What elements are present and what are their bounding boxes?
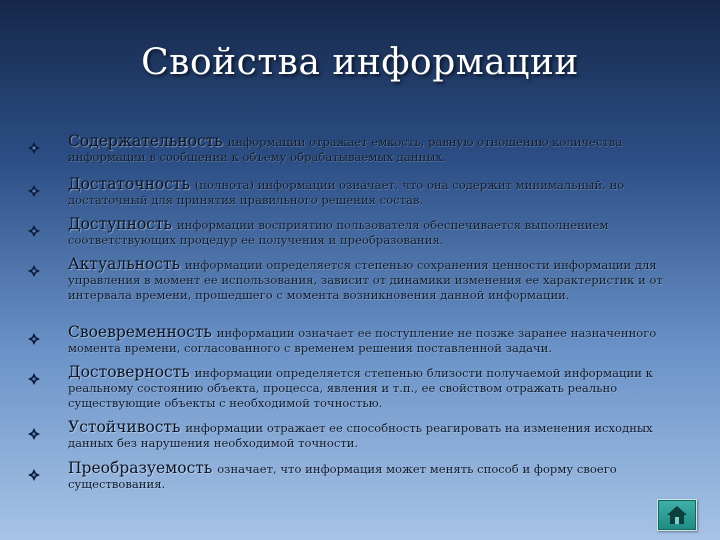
list-item-text bbox=[68, 365, 682, 411]
list-item-description: информации определяется степенью близости получаемой информации к реальному состоянию объекта, процесса, явления и т.п., ее свойством отражать реально существующие объекты с необходимой точностью. bbox=[68, 366, 653, 410]
list-item-text bbox=[68, 257, 682, 303]
list-item-text bbox=[68, 134, 682, 165]
list-item-text bbox=[68, 325, 682, 356]
list-item-description: информации восприятию пользователя обеспечивается выполнением соответствующих процедур ее получения и преобразования. bbox=[68, 218, 609, 247]
list-item-term: Содержательность bbox=[68, 132, 228, 150]
list-item-term: Устойчивость bbox=[68, 418, 186, 436]
list-item-term: Актуальность bbox=[68, 255, 185, 273]
diamond-clover-bullet-icon bbox=[28, 185, 40, 197]
list-item-description: означает, что информация может менять способ и форму своего существования. bbox=[68, 462, 617, 491]
list-item-text bbox=[68, 217, 682, 248]
home-icon bbox=[666, 505, 688, 525]
diamond-clover-bullet-icon bbox=[28, 142, 40, 154]
list-item-text bbox=[68, 420, 682, 451]
diamond-clover-bullet-icon bbox=[28, 428, 40, 440]
diamond-clover-bullet-icon bbox=[28, 373, 40, 385]
list-item-description: информации отражает ее способность реагировать на изменения исходных данных без нарушения необходимой точности. bbox=[68, 421, 653, 450]
list-item-term: Преобразуемость bbox=[68, 459, 218, 477]
list-item-term: Доступность bbox=[68, 215, 177, 233]
list-item-term: Своевременность bbox=[68, 323, 217, 341]
list-item-text bbox=[68, 177, 682, 208]
list-item-description: (полнота) информации означает, что она содержит минимальный, но достаточный для принятия правильного решения состав. bbox=[68, 178, 625, 207]
diamond-clover-bullet-icon bbox=[28, 469, 40, 481]
home-button[interactable] bbox=[657, 499, 697, 531]
list-item-term: Достаточность bbox=[68, 175, 195, 193]
list-item-description: информации определяется степенью сохранения ценности информации для управления в момент ее использования, зависит от динамики изменения ее характеристик и от интервала времени, прошедшего с момента возникновения данной информации. bbox=[68, 258, 663, 302]
diamond-clover-bullet-icon bbox=[28, 225, 40, 237]
diamond-clover-bullet-icon bbox=[28, 333, 40, 345]
slide-title: Свойства информации bbox=[141, 42, 579, 83]
list-item-term: Достоверность bbox=[68, 363, 195, 381]
list-item-text bbox=[68, 461, 682, 492]
diamond-clover-bullet-icon bbox=[28, 265, 40, 277]
list-item-description: информации означает ее поступление не позже заранее назначенного момента времени, согласованного с временем решения поставленной задачи. bbox=[68, 326, 657, 355]
list-item-description: информации отражает емкость, равную отношению количества информации в сообщении к объему обрабатываемых данных. bbox=[68, 135, 623, 164]
